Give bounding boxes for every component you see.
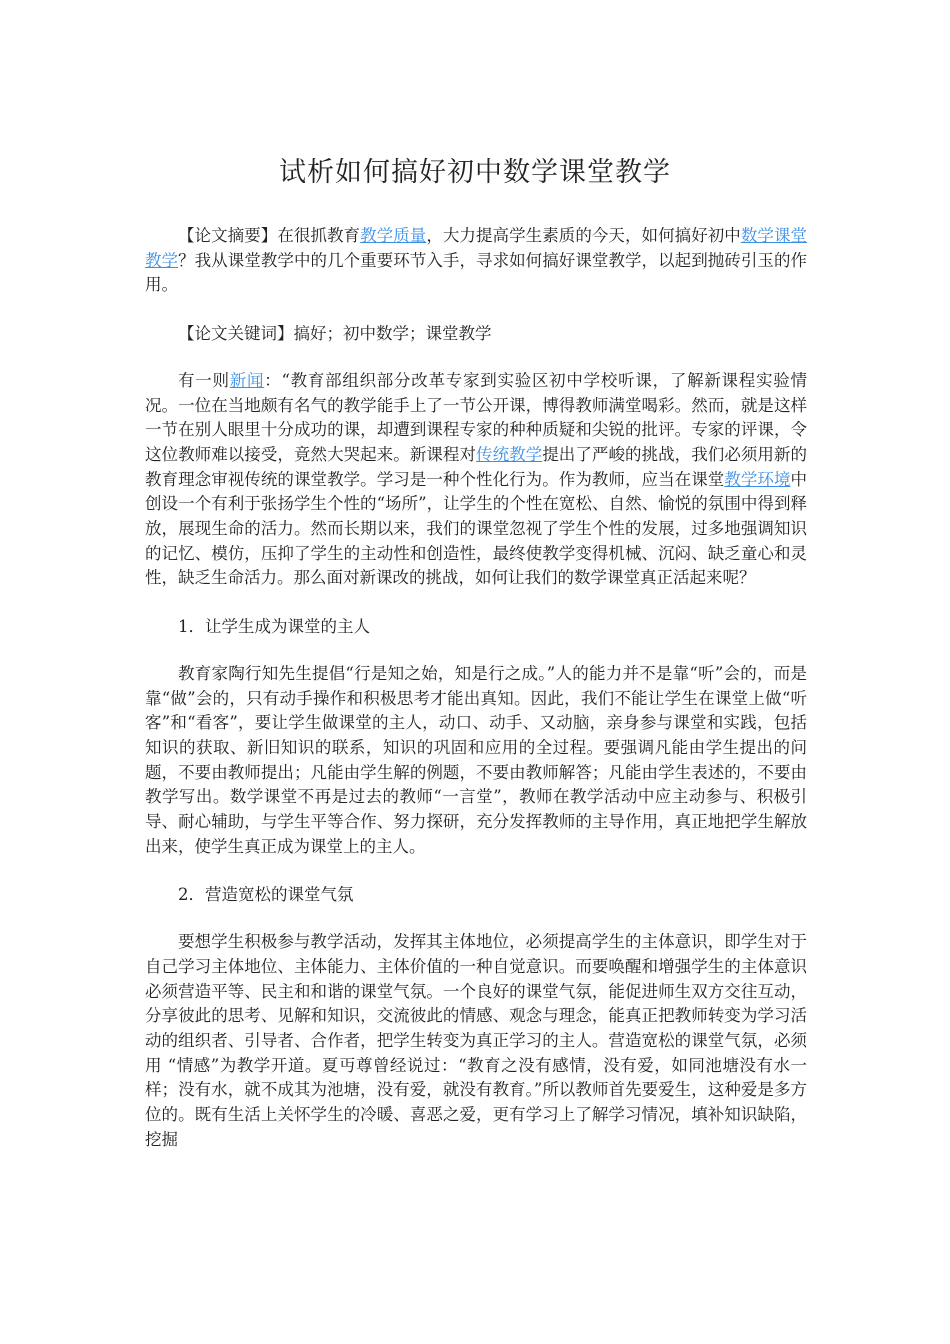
- link-teaching-quality[interactable]: 教学质量: [360, 226, 427, 245]
- section-2-paragraph: 要想学生积极参与教学活动，发挥其主体地位，必须提高学生的主体意识，即学生对于自己学习主体地位、主体能力、主体价值的一种自觉意识。而要唤醒和增强学生的主体意识必须营造平等、民主和和谐的课堂气氛。一个良好的课堂气氛，能促进师生双方交往互动，分享彼此的思考、见解和知识，交流彼此的情感、观念与理念，能真正把教师转变为学习活动的组织者、引导者、合作者，把学生转变为真正学习的主人。营造宽松的课堂气氛，必须用 “情感”为教学开道。夏丏尊曾经说过：“教育之没有感情，没有爱，如同池塘没有水一样；没有水，就不成其为池塘，没有爱，就没有教育。”所以教师首先要爱生，这种爱是多方位的。既有生活上关怀学生的冷暖、喜恶之爱，更有学习上了解学习情况，填补知识缺陷，挖掘: [145, 932, 807, 1149]
- section-2-heading: 2．营造宽松的课堂气氛: [178, 885, 354, 905]
- link-traditional-teaching[interactable]: 传统教学: [476, 444, 543, 464]
- link-news[interactable]: 新闻: [229, 370, 265, 390]
- section-1-paragraph: 教育家陶行知先生提倡“行是知之始，知是行之成。”人的能力并不是靠“听”会的，而是靠“做”会的，只有动手操作和积极思考才能出真知。因此，我们不能让学生在课堂上做“听客”和“看客”，要让学生做课堂的主人，动口、动手、又动脑，亲身参与课堂和实践，包括知识的获取、新旧知识的联系，知识的巩固和应用的全过程。要强调凡能由学生提出的问题，不要由教师提出；凡能由学生解的例题，不要由教师解答；凡能由学生表述的，不要由教学写出。数学课堂不再是过去的教师“一言堂”，教师在教学活动中应主动参与、积极引导、耐心辅助，与学生平等合作、努力探研，充分发挥教师的主导作用，真正地把学生解放出来，使学生真正成为课堂上的主人。: [145, 663, 807, 856]
- intro-text-4: 中创设一个有利于张扬学生个性的“场所”，让学生的个性在宽松、自然、愉悦的氛围中得到释放，展现生命的活力。然而长期以来，我们的课堂忽视了学生个性的发展，过多地强调知识的记忆、模仿，压抑了学生的主动性和创造性，最终使教学变得机械、沉闷、缺乏童心和灵性，缺乏生命活力。那么面对新课改的挑战，如何让我们的数学课堂真正活起来呢？: [145, 469, 808, 588]
- intro-text-2: ：“教育部组织部分改革专家到实验区初中学校听课，了解新课程实验情况。一位在当地颇有名气的教学能手上了一节公开课，博得教师满堂喝彩。然而，就是这样一节在别人眼里十分成功的课，却遭到课程专家的种种质疑和尖锐的批评。专家的评课，令这位教师难以接受，竟然大哭起来。新课程对: [145, 370, 808, 464]
- document-body: [145, 224, 807, 1177]
- abstract-text-2: ，大力提高学生素质的今天，如何搞好初中: [426, 226, 741, 245]
- link-teaching-environment[interactable]: 教学环境: [724, 469, 791, 489]
- section-1-heading: 1．让学生成为课堂的主人: [178, 617, 370, 637]
- intro-text-1: 有一则: [178, 370, 230, 390]
- intro-paragraph: [145, 369, 807, 591]
- page-title: 试析如何搞好初中数学课堂教学: [279, 157, 671, 188]
- abstract-text-1: 【论文摘要】在很抓教育: [178, 226, 361, 245]
- link-math-classroom-teaching[interactable]: 数学课堂教学: [145, 226, 808, 270]
- intro-text-3: 提出了严峻的挑战，我们必须用新的教育理念审视传统的课堂教学。学习是一种个性化行为。作为教师，应当在课堂: [145, 444, 808, 489]
- keywords-paragraph: 【论文关键词】搞好；初中数学；课堂教学: [178, 324, 492, 344]
- abstract-text-3: ？我从课堂教学中的几个重要环节入手，寻求如何搞好课堂教学，以起到抛砖引玉的作用。: [145, 250, 808, 295]
- abstract-paragraph: [145, 224, 807, 298]
